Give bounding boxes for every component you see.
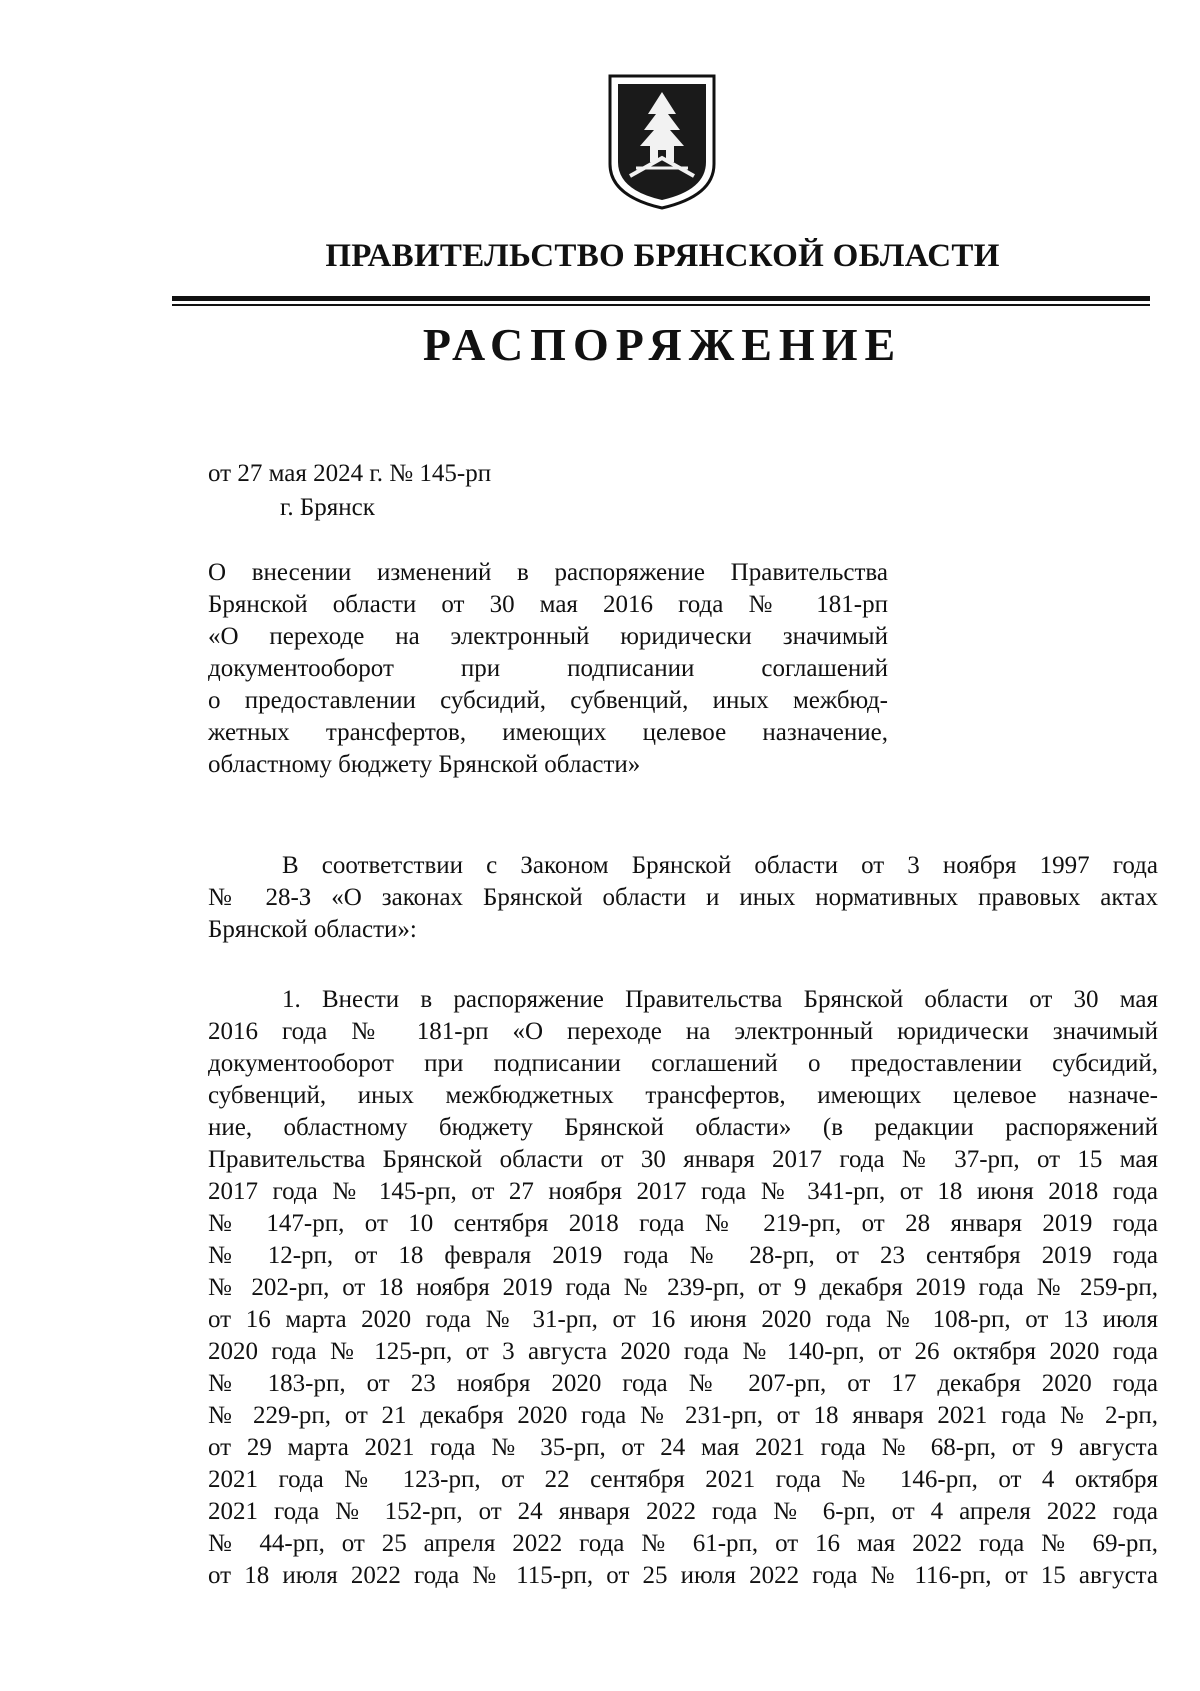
paragraph-line: 2020 года № 125-рп, от 3 августа 2020 года № 140-рп, от 26 октября 2020 года	[208, 1338, 1158, 1365]
paragraph-line: № 44-рп, от 25 апреля 2022 года № 61-рп, от 16 мая 2022 года № 69-рп,	[208, 1530, 1158, 1557]
paragraph-line: № 147-рп, от 10 сентября 2018 года № 219-рп, от 28 января 2019 года	[208, 1210, 1158, 1237]
subject-line: жетных трансфертов, имеющих целевое назначение,	[208, 719, 888, 746]
paragraph-line: Правительства Брянской области от 30 января 2017 года № 37-рп, от 15 мая	[208, 1146, 1158, 1173]
city-line: г. Брянск	[280, 494, 375, 521]
paragraph-line: от 16 марта 2020 года № 31-рп, от 16 июня 2020 года № 108-рп, от 13 июля	[208, 1306, 1158, 1333]
paragraph-1	[208, 984, 1158, 1592]
intro-line: № 28-З «О законах Брянской области и иных нормативных правовых актах	[208, 884, 1158, 911]
intro-line: В соответствии с Законом Брянской области от 3 ноября 1997 года	[282, 852, 1158, 879]
paragraph-line: 1. Внести в распоряжение Правительства Брянской области от 30 мая	[282, 986, 1158, 1013]
paragraph-line: 2021 года № 152-рп, от 24 января 2022 года № 6-рп, от 4 апреля 2022 года	[208, 1498, 1158, 1525]
paragraph-line: от 29 марта 2021 года № 35-рп, от 24 мая 2021 года № 68-рп, от 9 августа	[208, 1434, 1158, 1461]
subject-line: о предоставлении субсидий, субвенций, иных межбюд-	[208, 687, 888, 714]
paragraph-line: 2017 года № 145-рп, от 27 ноября 2017 года № 341-рп, от 18 июня 2018 года	[208, 1178, 1158, 1205]
paragraph-line: от 18 июля 2022 года № 115-рп, от 25 июля 2022 года № 116-рп, от 15 августа	[208, 1562, 1158, 1589]
paragraph-line: ние, областному бюджету Брянской области» (в редакции распоряжений	[208, 1114, 1158, 1141]
intro-line: Брянской области»:	[208, 916, 417, 943]
paragraph-line: № 12-рп, от 18 февраля 2019 года № 28-рп, от 23 сентября 2019 года	[208, 1242, 1158, 1269]
subject-line: О внесении изменений в распоряжение Правительства	[208, 559, 888, 586]
paragraph-line: 2016 года № 181-рп «О переходе на электронный юридически значимый	[208, 1018, 1158, 1045]
paragraph-line: 2021 года № 123-рп, от 22 сентября 2021 года № 146-рп, от 4 октября	[208, 1466, 1158, 1493]
subject-line: «О переходе на электронный юридически значимый	[208, 623, 888, 650]
coat-of-arms-icon	[606, 72, 718, 212]
subject-line: Брянской области от 30 мая 2016 года № 181-рп	[208, 591, 888, 618]
document-type-title: РАСПОРЯЖЕНИЕ	[422, 319, 903, 370]
intro-paragraph	[208, 850, 1158, 946]
paragraph-line: субвенций, иных межбюджетных трансфертов, имеющих целевое назначе-	[208, 1082, 1158, 1109]
header-rule-thin	[172, 304, 1150, 306]
subject-line: документооборот при подписании соглашений	[208, 655, 888, 682]
document-subject	[208, 557, 888, 781]
paragraph-line: № 202-рп, от 18 ноября 2019 года № 239-рп, от 9 декабря 2019 года № 259-рп,	[208, 1274, 1158, 1301]
paragraph-line: документооборот при подписании соглашений о предоставлении субсидий,	[208, 1050, 1158, 1077]
subject-line: областному бюджету Брянской области»	[208, 751, 641, 778]
date-number-line: от 27 мая 2024 г. № 145-рп	[208, 460, 492, 487]
paragraph-line: № 183-рп, от 23 ноября 2020 года № 207-рп, от 17 декабря 2020 года	[208, 1370, 1158, 1397]
header-rule-thick	[172, 296, 1150, 301]
paragraph-line: № 229-рп, от 21 декабря 2020 года № 231-рп, от 18 января 2021 года № 2-рп,	[208, 1402, 1158, 1429]
government-title: ПРАВИТЕЛЬСТВО БРЯНСКОЙ ОБЛАСТИ	[325, 238, 1000, 274]
